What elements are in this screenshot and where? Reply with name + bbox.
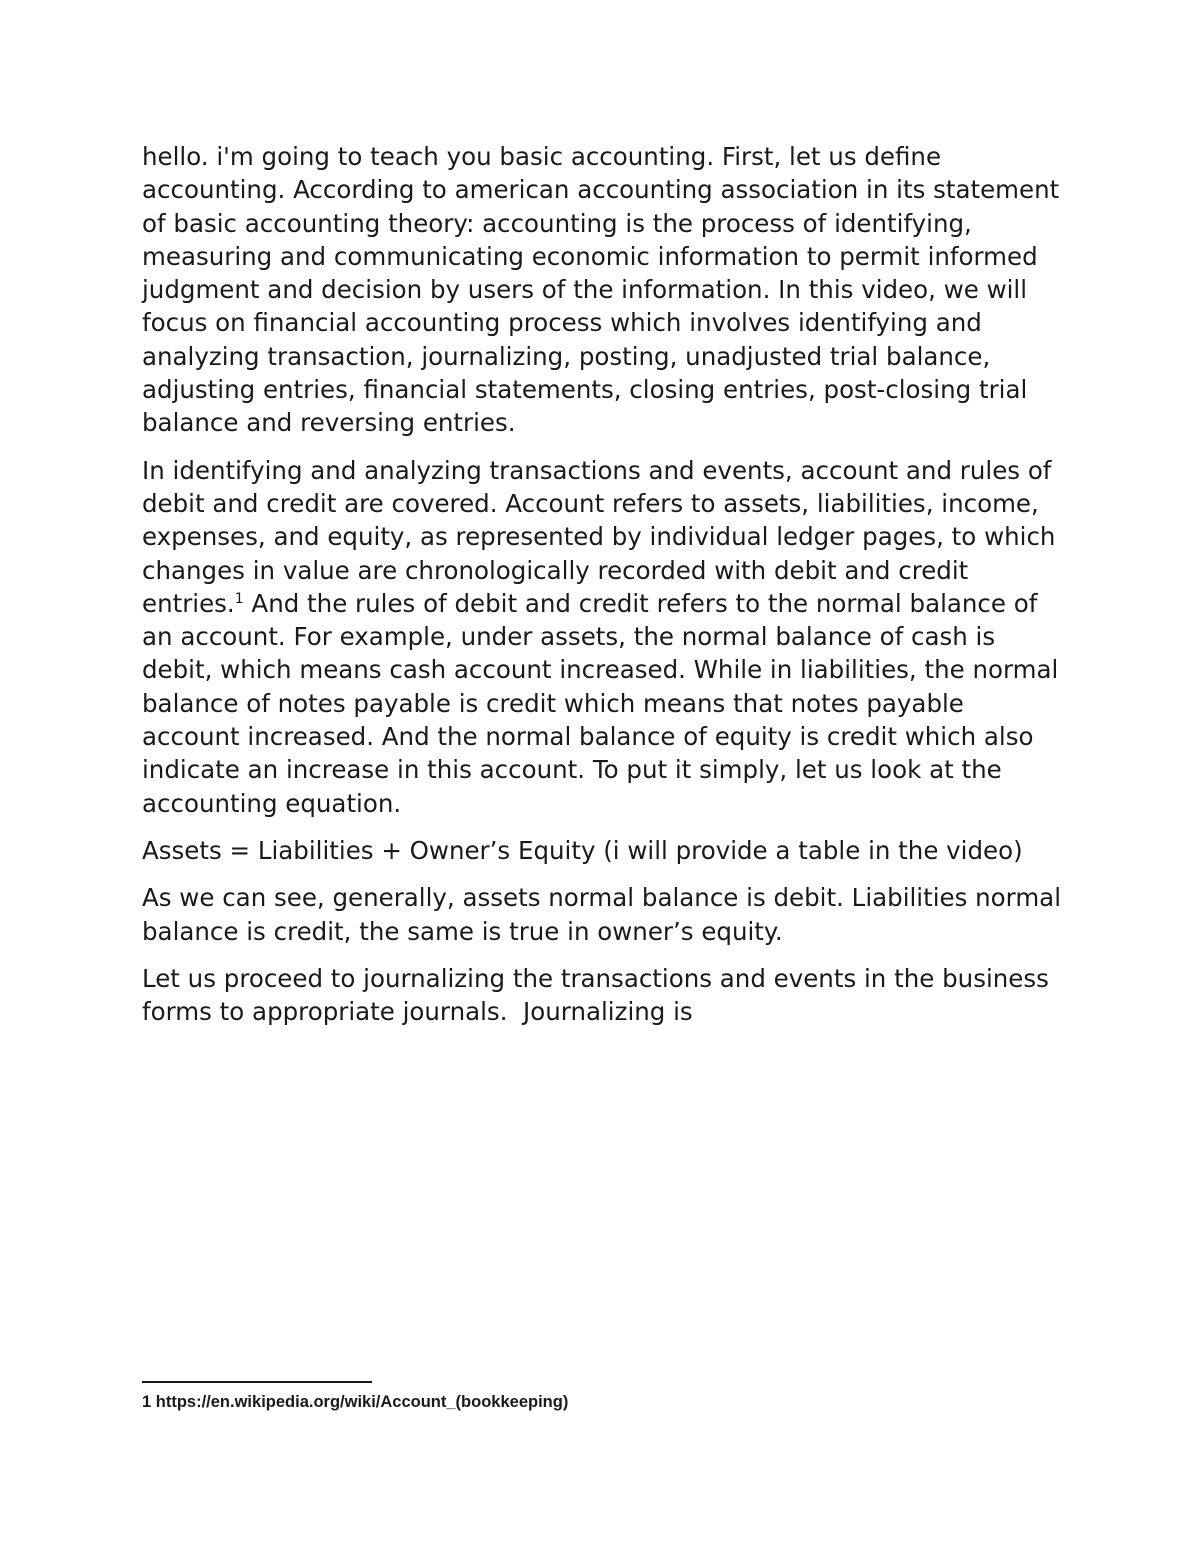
paragraph-accounts-part1: In identifying and analyzing transactions and events, account and rules of debit and credit are covered. Account refers to assets, liabilities, income, expenses, and equity, as represented by individual ledger pages, to which changes in value are chronologically recorded with debit and credit entries. (142, 455, 1056, 618)
paragraph-journalizing: Let us proceed to journalizing the transactions and events in the business forms to appropriate journals. Journalizing is (142, 963, 1057, 1027)
footnote-link[interactable]: https://en.wikipedia.org/wiki/Account_(bookkeeping) (151, 1393, 569, 1411)
footnote-number: 1 (142, 1393, 152, 1411)
footnote-reference[interactable]: 1 (234, 590, 244, 607)
footnote-separator (142, 1381, 372, 1383)
paragraph-accounts (142, 454, 1062, 820)
document-body (142, 140, 1062, 1042)
paragraph-normal-balance: As we can see, generally, assets normal balance is debit. Liabilities normal balance is credit, the same is true in owner’s equity. (142, 883, 1062, 946)
paragraph-equation: Assets = Liabilities + Owner’s Equity (i will provide a table in the video) (142, 835, 1023, 865)
paragraph-intro: hello. i'm going to teach you basic accounting. First, let us define accounting. According to american accounting association in its statement of basic accounting theory: accounting is the process of identifying, measuring and communicating economic information to permit informed judgment and decision by users of the information. In this video, we will focus on financial accounting process which involves identifying and analyzing transaction, journalizing, posting, unadjusted trial balance, adjusting entries, financial statements, closing entries, post-closing trial balance and reversing entries. (142, 142, 1060, 438)
footnote (142, 1391, 568, 1413)
paragraph-accounts-part2: And the rules of debit and credit refers to the normal balance of an account. For example, under assets, the normal balance of cash is debit, which means cash account increased. While in liabilities, the normal balance of notes payable is credit which means that notes payable account increased. And the normal balance of equity is credit which also indicate an increase in this account. To put it simply, let us look at the accounting equation. (142, 588, 1059, 818)
